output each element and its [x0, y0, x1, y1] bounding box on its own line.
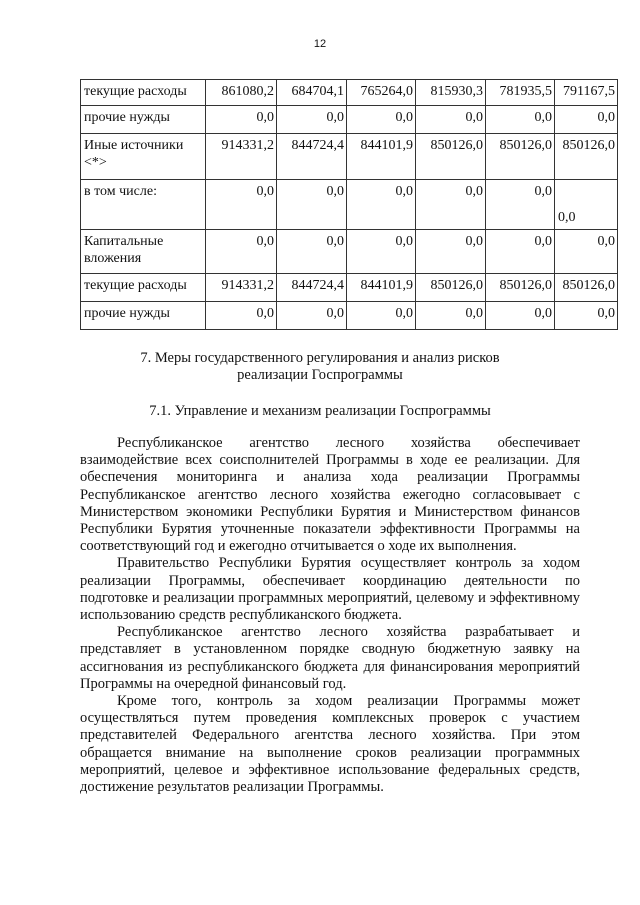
row-label: Капитальные вложения	[81, 230, 206, 274]
paragraph: Республиканское агентство лесного хозяйства разрабатывает и представляет в установленном порядке сводную бюджетную заявку на ассигнования из республиканского бюджета для финансирования мероприятий Программы на очередной финансовый год.	[80, 624, 580, 692]
table-cell: 0,0	[277, 180, 347, 230]
table-cell: 781935,5	[486, 80, 555, 106]
section-heading-line2: реализации Госпрограммы	[237, 367, 403, 383]
table-row	[81, 106, 618, 134]
table-row	[81, 180, 618, 230]
table-cell: 850126,0	[555, 274, 618, 302]
table-cell: 0,0	[277, 106, 347, 134]
table-cell: 844101,9	[347, 274, 416, 302]
table-cell: 844101,9	[347, 134, 416, 180]
table-cell: 844724,4	[277, 274, 347, 302]
table-cell: 0,0	[416, 180, 486, 230]
table-cell: 815930,3	[416, 80, 486, 106]
table-cell: 0,0	[486, 180, 555, 230]
table-cell: 0,0	[416, 106, 486, 134]
table-row	[81, 302, 618, 330]
table-cell: 0,0	[347, 180, 416, 230]
table-cell: 0,0	[347, 106, 416, 134]
row-label: текущие расходы	[81, 274, 206, 302]
row-label: Иные источники <*>	[81, 134, 206, 180]
page-number: 12	[313, 38, 327, 50]
budget-table	[80, 79, 618, 330]
table-cell: 684704,1	[277, 80, 347, 106]
table-cell: 791167,5	[555, 80, 618, 106]
table-row	[81, 80, 618, 106]
table-cell: 0,0	[277, 230, 347, 274]
table-cell: 0,0	[555, 180, 618, 230]
section-heading	[0, 350, 640, 384]
table-cell: 0,0	[486, 230, 555, 274]
table-cell: 850126,0	[416, 134, 486, 180]
body-text	[80, 435, 580, 796]
table-cell: 0,0	[486, 302, 555, 330]
row-label: прочие нужды	[81, 106, 206, 134]
table-cell: 0,0	[206, 302, 277, 330]
table-cell: 0,0	[555, 106, 618, 134]
row-label: в том числе:	[81, 180, 206, 230]
table-cell: 861080,2	[206, 80, 277, 106]
table-cell: 850126,0	[555, 134, 618, 180]
paragraph: Республиканское агентство лесного хозяйства обеспечивает взаимодействие всех соисполнителей Программы в ходе ее реализации. Для обеспечения мониторинга и анализа хода реализации Программы Республиканское агентство лесного хозяйства ежегодно согласовывает с Министерством экономики Республики Бурятия и Министерством финансов Республики Бурятия уточненные показатели эффективности Программы на соответствующий год и ежегодно отчитывается о ходе их выполнения.	[80, 435, 580, 555]
table-row	[81, 134, 618, 180]
table-cell: 914331,2	[206, 134, 277, 180]
table-row	[81, 274, 618, 302]
table-cell: 0,0	[206, 106, 277, 134]
table-cell: 0,0	[416, 302, 486, 330]
table-cell: 0,0	[416, 230, 486, 274]
table-cell: 0,0	[206, 230, 277, 274]
table-cell: 850126,0	[416, 274, 486, 302]
paragraph: Правительство Республики Бурятия осуществляет контроль за ходом реализации Программы, обеспечивает координацию деятельности по подготовке и реализации программных мероприятий, целевому и эффективному использованию средств республиканского бюджета.	[80, 555, 580, 624]
row-label: прочие нужды	[81, 302, 206, 330]
table-cell: 0,0	[206, 180, 277, 230]
table-cell: 850126,0	[486, 274, 555, 302]
table-cell: 0,0	[347, 230, 416, 274]
paragraph: Кроме того, контроль за ходом реализации Программы может осуществляться путем проведения комплексных проверок с участием представителей Федерального агентства лесного хозяйства. При этом обращается внимание на выполнение сроков реализации программных мероприятий, целевое и эффективное использование федеральных средств, достижение результатов реализации Программы.	[80, 693, 580, 796]
table-cell: 0,0	[347, 302, 416, 330]
row-label: текущие расходы	[81, 80, 206, 106]
table-cell: 0,0	[555, 302, 618, 330]
table-cell: 844724,4	[277, 134, 347, 180]
table-cell: 0,0	[277, 302, 347, 330]
table-cell: 765264,0	[347, 80, 416, 106]
subsection-heading: 7.1. Управление и механизм реализации Госпрограммы	[149, 403, 491, 419]
section-heading-line1: 7. Меры государственного регулирования и анализ рисков	[140, 350, 500, 366]
table-cell: 914331,2	[206, 274, 277, 302]
table-cell: 0,0	[486, 106, 555, 134]
table-cell: 0,0	[555, 230, 618, 274]
table-cell: 850126,0	[486, 134, 555, 180]
table-row	[81, 230, 618, 274]
